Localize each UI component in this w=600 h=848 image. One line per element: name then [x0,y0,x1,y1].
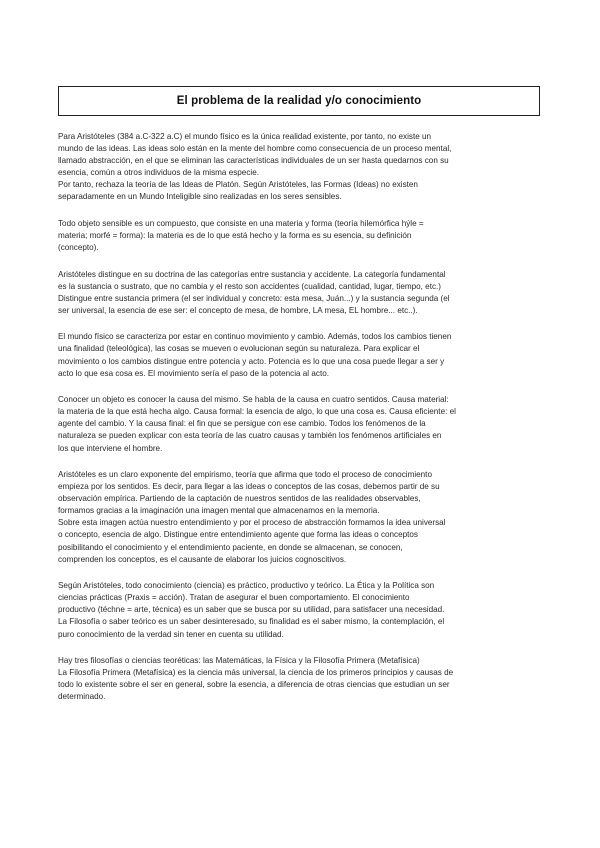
text-line: llamado abstracción, en el que se eliminan las características individuales de un ser hasta quedarnos con su [58,156,449,166]
text-line: los que interviene el hombre. [58,443,163,453]
text-line: Aristóteles es un claro exponente del empirismo, teoría que afirma que todo el proceso de conocimiento [58,470,432,480]
document-body [58,131,558,718]
text-line: agente del cambio. Y la causa final: el fin que se persigue con ese cambio. Todos los fenómenos de la [58,419,426,429]
text-line: La Filosofía o saber teórico es un saber desinteresado, su finalidad es el saber mismo, la contemplación, el [58,617,445,627]
text-line: acto lo que esa cosa es. El movimiento sería el paso de la potencia al acto. [58,368,329,378]
text-line: esencia, común a otros individuos de la misma especie. [58,168,259,178]
text-line: movimiento o los cambios distingue entre potencia y acto. Potencia es lo que una cosa puede llegar a ser y [58,356,445,366]
text-line: La Filosofía Primera (Metafísica) es la ciencia más universal, la ciencia de los primeros principios y causas de [58,668,454,678]
text-line: una finalidad (teleológica), las cosas se mueven o evolucionan según su naturaleza. Para explicar el [58,344,420,354]
text-line: El mundo físico se caracteriza por estar en continuo movimiento y cambio. Además, todos los cambios tienen [58,332,452,342]
text-line: Hay tres filosofías o ciencias teoréticas: las Matemáticas, la Física y la Filosofía Primera (Metafísica) [58,656,420,666]
paragraph [58,269,558,317]
paragraph [58,131,558,204]
paragraph [58,469,558,566]
text-line: Conocer un objeto es conocer la causa del mismo. Se habla de la causa en cuatro sentidos. Causa material: [58,395,449,405]
text-line: Distingue entre sustancia primera (el ser individual y concreto: esta mesa, Juán...) y la sustancia segunda (el [58,293,450,303]
title-box [58,86,540,116]
text-line: naturaleza se pueden explicar con esta teoría de las cuatro causas y también los fenómenos artificiales en [58,431,442,441]
text-line: materia; morfé = forma): la materia es de lo que está hecho y la forma es su esencia, su definición [58,231,412,241]
paragraph [58,655,558,703]
text-line: es la sustancia o sustrato, que no cambia y el resto son accidentes (cualidad, cantidad, lugar, tiempo, etc.) [58,281,441,291]
text-line: Sobre esta imagen actúa nuestro entendimiento y por el proceso de abstracción formamos la idea universal [58,518,446,528]
text-line: productivo (téchne = arte, técnica) es un saber que se busca por su utilidad, para satisfacer una necesidad. [58,605,445,615]
text-line: Todo objeto sensible es un compuesto, que consiste en una materia y forma (teoría hilemórfica hýle = [58,218,424,228]
text-line: todo lo existente sobre el ser en general, sobre la esencia, a diferencia de otras ciencias que estudian un ser [58,680,450,690]
text-line: observación empírica. Partiendo de la captación de nuestros sentidos de las realidades observables, [58,494,421,504]
text-line: separadamente en un Mundo Inteligible sino realizadas en los seres sensibles. [58,192,342,202]
text-line: determinado. [58,692,106,702]
paragraph [58,580,558,640]
paragraph [58,331,558,379]
text-line: Para Aristóteles (384 a.C-322 a.C) el mundo físico es la única realidad existente, por tanto, no existe un [58,132,432,141]
text-line: (concepto). [58,243,99,253]
text-line: Según Aristóteles, todo conocimiento (ciencia) es práctico, productivo y teórico. La Ética y la Política son [58,581,435,591]
text-line: empieza por los sentidos. Es decir, para llegar a las ideas o conceptos de las cosas, debemos partir de su [58,482,440,492]
document-title: El problema de la realidad y/o conocimiento [176,95,422,107]
text-line: la materia de la que está hecha algo. Causa formal: la esencia de algo, lo que una cosa es. Causa eficiente: el [58,407,456,417]
text-line: comprenden los conceptos, es el causante de elaborar los juicios cognoscitivos. [58,554,347,564]
paragraph [58,218,558,254]
text-line: Aristóteles distingue en su doctrina de las categorías entre sustancia y accidente. La categoría fundamental [58,269,446,279]
text-line: posibilitando el conocimiento y el entendimiento paciente, en donde se almacenan, se conocen, [58,542,403,552]
paragraph [58,394,558,454]
text-line: ciencias prácticas (Praxis = acción). Tratan de asegurar el buen comportamiento. El conocimiento [58,593,410,603]
text-line: o concepto, esencia de algo. Distingue entre entendimiento agente que forma las ideas o conceptos [58,530,418,540]
text-line: mundo de las ideas. Las ideas solo están en la mente del hombre como consecuencia de un proceso mental, [58,144,452,154]
text-line: ser universal, la esencia de ese ser: el concepto de mesa, de hombre, LA mesa, EL hombre... etc..). [58,305,418,315]
text-line: puro conocimiento de la verdad sin tener en cuenta su utilidad. [58,629,284,639]
text-line: formamos gracias a la imaginación una imagen mental que almacenamos en la memoria. [58,506,380,516]
text-line: Por tanto, rechaza la teoría de las Ideas de Platón. Según Aristóteles, las Formas (Ideas) no existen [58,180,418,190]
